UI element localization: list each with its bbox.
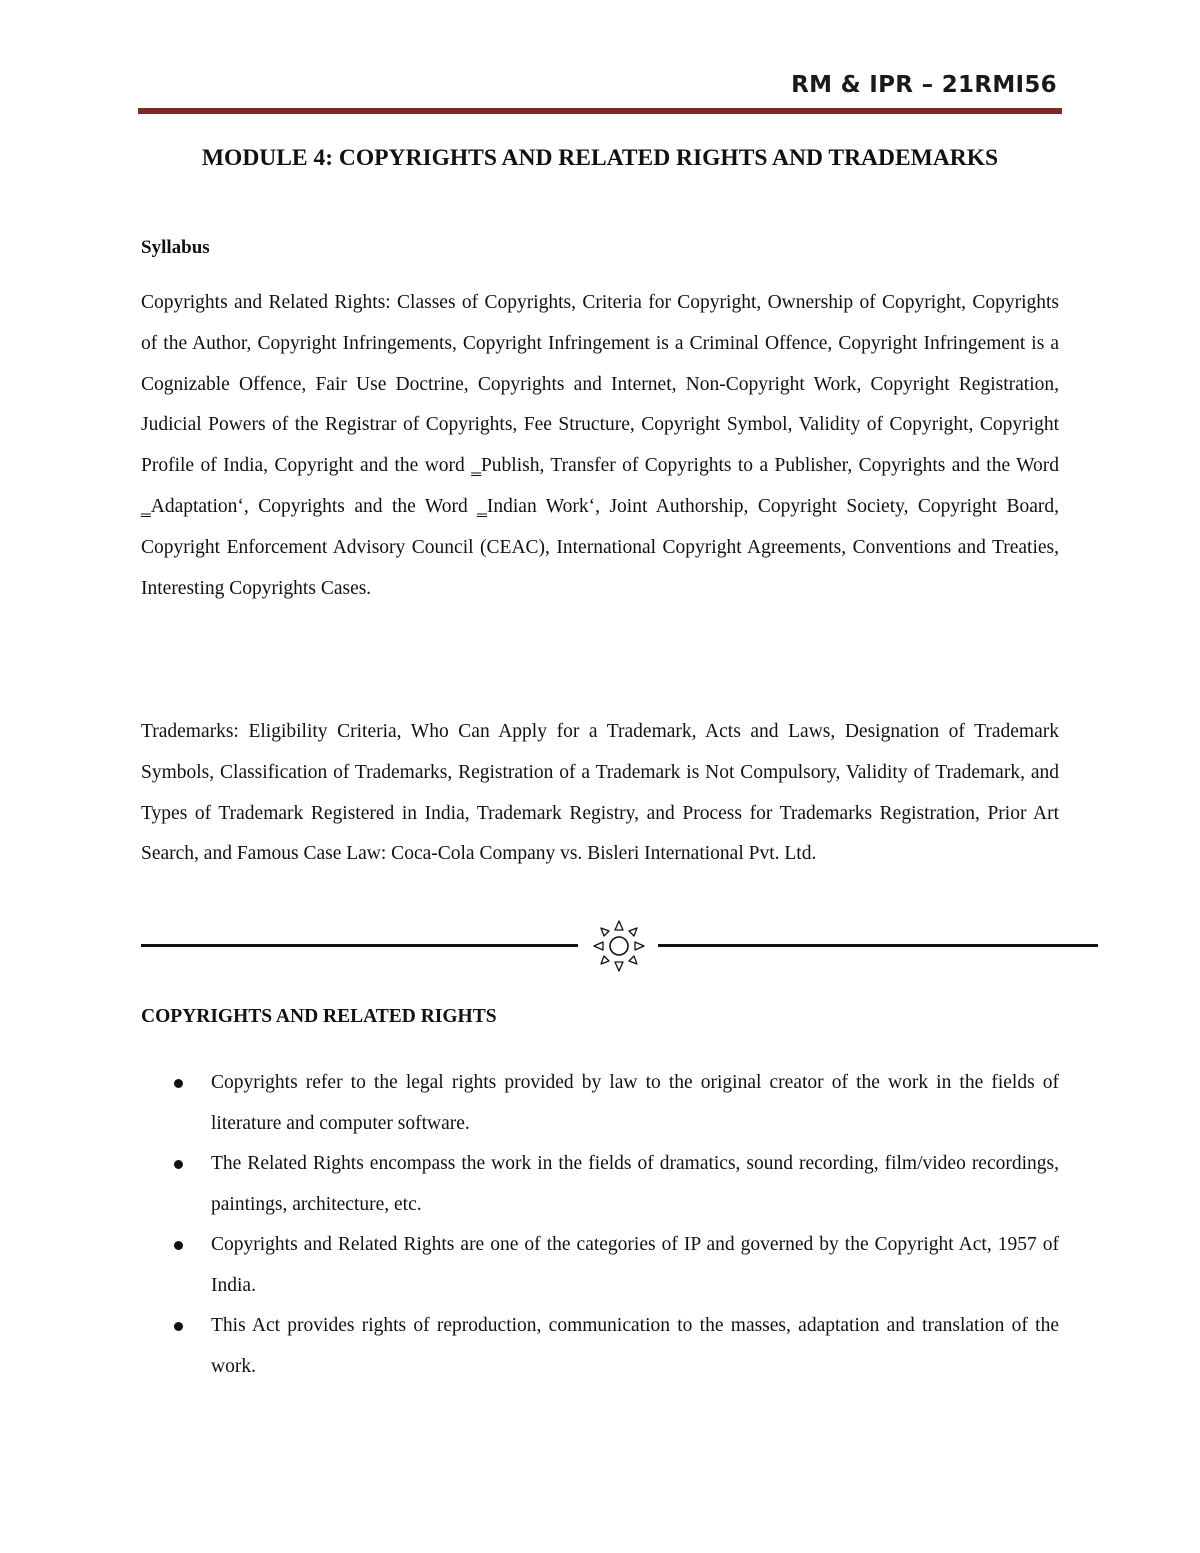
bullet-item	[141, 1144, 1059, 1225]
bullet-item	[141, 1063, 1059, 1144]
bullet-text: The Related Rights encompass the work in the fields of dramatics, sound recording, film/video recordings, paintings, architecture, etc.	[211, 1153, 1059, 1215]
divider-line-right	[658, 944, 1098, 947]
bullet-item	[141, 1225, 1059, 1306]
bullet-text: Copyrights refer to the legal rights provided by law to the original creator of the work in the fields of literature and computer software.	[211, 1072, 1059, 1134]
module-title: MODULE 4: COPYRIGHTS AND RELATED RIGHTS AND TRADEMARKS	[201, 145, 999, 171]
bullet-dot-icon	[174, 1079, 183, 1088]
bullet-dot-icon	[174, 1322, 183, 1331]
syllabus-label: Syllabus	[141, 237, 210, 258]
bullet-dot-icon	[174, 1241, 183, 1250]
bullet-list	[141, 1063, 1059, 1387]
syllabus-trademarks-paragraph: Trademarks: Eligibility Criteria, Who Can Apply for a Trademark, Acts and Laws, Designation of Trademark Symbols, Classification of Trademarks, Registration of a Trademark is Not Compulsory, Validity of Trademark, and Types of Trademark Registered in India, Trademark Registry, and Process for Trademarks Registration, Prior Art Search, and Famous Case Law: Coca-Cola Company vs. Bisleri International Pvt. Ltd.	[141, 721, 1059, 865]
bullet-text: Copyrights and Related Rights are one of the categories of IP and governed by the Copyright Act, 1957 of India.	[211, 1234, 1059, 1296]
sun-ornament-icon	[591, 918, 647, 974]
section-divider	[141, 918, 1098, 974]
divider-line-left	[141, 944, 578, 947]
course-code-header: RM & IPR – 21RMI56	[791, 72, 1057, 98]
bullet-text: This Act provides rights of reproduction, communication to the masses, adaptation and translation of the work.	[211, 1315, 1059, 1377]
bullet-dot-icon	[174, 1160, 183, 1169]
syllabus-copyrights-paragraph: Copyrights and Related Rights: Classes of Copyrights, Criteria for Copyright, Ownership of Copyright, Copyrights of the Author, Copyright Infringements, Copyright Infringement is a Criminal Offence, Copyright Infringement is a Cognizable Offence, Fair Use Doctrine, Copyrights and Internet, Non-Copyright Work, Copyright Registration, Judicial Powers of the Registrar of Copyrights, Fee Structure, Copyright Symbol, Validity of Copyright, Copyright Profile of India, Copyright and the word ‗Publish, Transfer of Copyrights to a Publisher, Copyrights and the Word ‗Adaptation‘, Copyrights and the Word ‗Indian Work‘, Joint Authorship, Copyright Society, Copyright Board, Copyright Enforcement Advisory Council (CEAC), International Copyright Agreements, Conventions and Treaties, Interesting Copyrights Cases.	[141, 292, 1059, 599]
header-rule	[138, 108, 1062, 114]
section-heading: COPYRIGHTS AND RELATED RIGHTS	[141, 1006, 497, 1027]
bullet-item	[141, 1306, 1059, 1387]
